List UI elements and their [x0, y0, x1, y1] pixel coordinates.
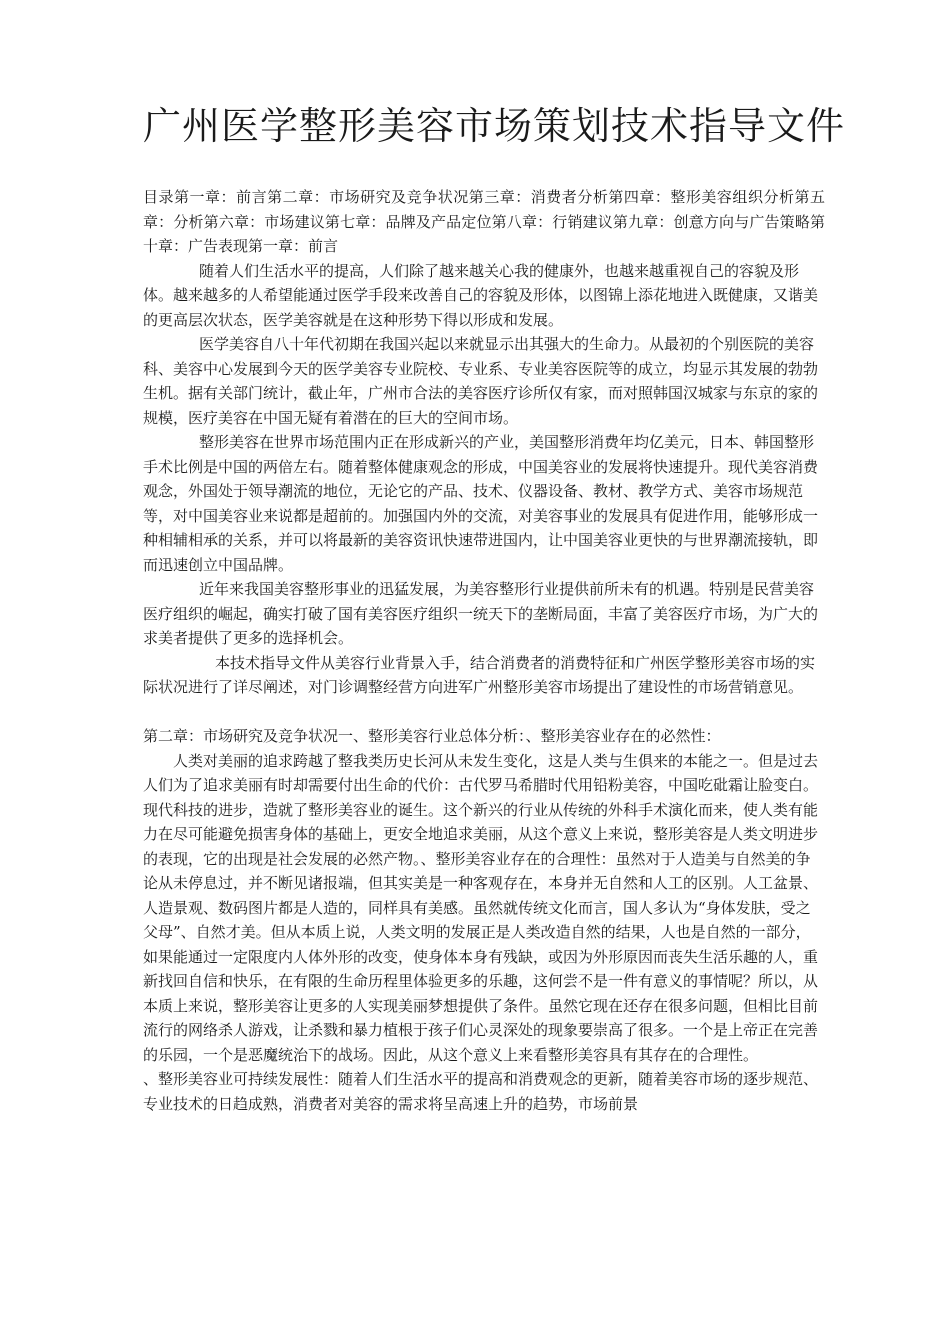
- chapter1-paragraph-1: 随着人们生活水平的提高，人们除了越来越关心我的健康外，也越来越重视自己的容貌及形体。越来越多的人希望能通过医学手段来改善自己的容貌及形体，以图锦上添花地进入既健康，又谐美的更高层次状态，医学美容就是在这种形势下得以形成和发展。: [143, 261, 819, 329]
- document-body: [143, 185, 825, 1116]
- chapter2-paragraph-2: 、整形美容业可持续发展性：随着人们生活水平的提高和消费观念的更新，随着美容市场的逐步规范、专业技术的日趋成熟，消费者对美容的需求将呈高速上升的趋势，市场前景: [143, 1070, 819, 1113]
- chapter1-paragraph-3: 整形美容在世界市场范围内正在形成新兴的产业，美国整形消费年均亿美元，日本、韩国整形手术比例是中国的两倍左右。随着整体健康观念的形成，中国美容业的发展将快速提升。现代美容消费观念，外国处于领导潮流的地位，无论它的产品、技术、仪器设备、教材、教学方式、美容市场规范等，对中国美容业来说都是超前的。加强国内外的交流，对美容事业的发展具有促进作用，能够形成一种相辅相承的关系，并可以将最新的美容资讯快速带进国内，让中国美容业更快的与世界潮流接轨，即而迅速创立中国品牌。: [143, 433, 819, 574]
- chapter2-heading: 第二章：市场研究及竞争状况一、整形美容行业总体分析：、整形美容业存在的必然性：: [143, 727, 721, 745]
- chapter1-paragraph-2: 医学美容自八十年代初期在我国兴起以来就显示出其强大的生命力。从最初的个别医院的美容科、美容中心发展到今天的医学美容专业院校、专业系、专业美容医院等的成立，均显示其发展的勃勃生机。据有关部门统计，截止年，广州市合法的美容医疗诊所仅有家，而对照韩国汉城家与东京的家的规模，医疗美容在中国无疑有着潜在的巨大的空间市场。: [143, 335, 819, 427]
- chapter1-paragraph-5: 本技术指导文件从美容行业背景入手，结合消费者的消费特征和广州医学整形美容市场的实际状况进行了详尽阐述，对门诊调整经营方向进军广州整形美容市场提出了建设性的市场营销意见。: [143, 653, 816, 696]
- section-spacer: [143, 700, 825, 725]
- table-of-contents: 目录第一章：前言第二章：市场研究及竞争状况第三章：消费者分析第四章：整形美容组织分析第五章：分析第六章：市场建议第七章：品牌及产品定位第八章：行销建议第九章：创意方向与广告策略第十章：广告表现第一章：前言: [143, 188, 825, 255]
- document-title: 广州医学整形美容市场策划技术指导文件: [143, 104, 846, 148]
- chapter2-paragraph-1: 人类对美丽的追求跨越了整我类历史长河从未发生变化，这是人类与生俱来的本能之一。但是过去人们为了追求美丽有时却需要付出生命的代价：古代罗马希腊时代用铅粉美容，中国吃砒霜让脸变白。现代科技的进步，造就了整形美容业的诞生。这个新兴的行业从传统的外科手术演化而来，使人类有能力在尽可能避免损害身体的基础上，更安全地追求美丽，从这个意义上来说，整形美容是人类文明进步的表现，它的出现是社会发展的必然产物。、整形美容业存在的合理性：虽然对于人造美与自然美的争论从未停息过，并不断见诸报端，但其实美是一种客观存在，本身并无自然和人工的区别。人工盆景、人造景观、数码图片都是人造的，同样具有美感。虽然就传统文化而言，国人多认为“身体发肤，受之父母”、自然才美。但从本质上说，人类文明的发展正是人类改造自然的结果，人也是自然的一部分，如果能通过一定限度内人体外形的改变，使身体本身有残缺，或因为外形原因而丧失生活乐趣的人，重新找回自信和快乐，在有限的生命历程里体验更多的乐趣，这何尝不是一件有意义的事情呢？所以，从本质上来说，整形美容让更多的人实现美丽梦想提供了条件。虽然它现在还存在很多问题，但相比目前流行的网络杀人游戏，让杀戮和暴力植根于孩子们心灵深处的现象要崇高了很多。一个是上帝正在完善的乐园，一个是恶魔统治下的战场。因此，从这个意义上来看整形美容具有其存在的合理性。: [143, 751, 819, 1064]
- chapter1-paragraph-4: 近年来我国美容整形事业的迅猛发展，为美容整形行业提供前所未有的机遇。特别是民营美容医疗组织的崛起，确实打破了国有美容医疗组织一统天下的垄断局面，丰富了美容医疗市场，为广大的求美者提供了更多的选择机会。: [143, 580, 819, 647]
